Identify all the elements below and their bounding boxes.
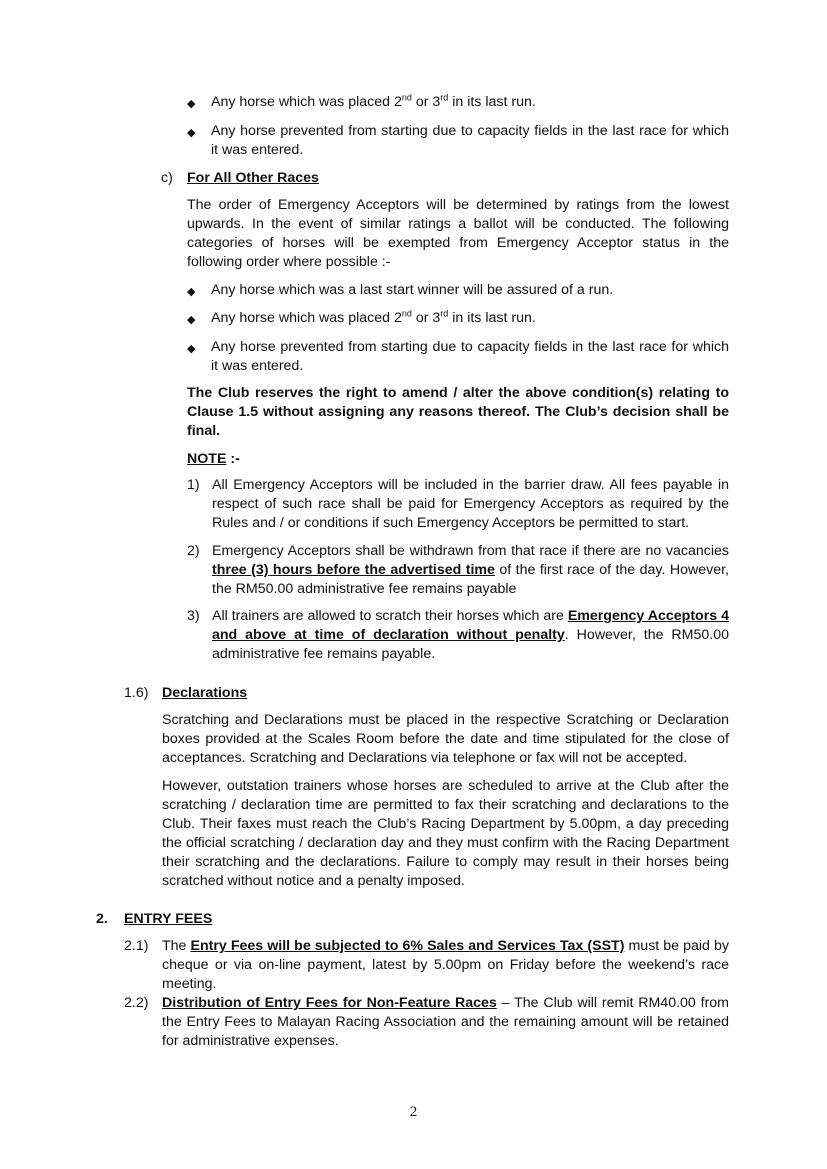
note-item: All Emergency Acceptors will be included in the barrier draw. All fees payable in respect of such race shall be paid for Emergency Acceptors as required by the Rules and / or conditions if such Emergency Acceptors be permitted to start. bbox=[212, 477, 729, 531]
note-heading: NOTE :- bbox=[187, 451, 240, 467]
section-heading: For All Other Races bbox=[187, 170, 319, 186]
paragraph: Scratching and Declarations must be placed in the respective Scratching or Declaration boxes provided at the Scales Room before the date and time stipulated for the close of acceptances. Scratching and Declarations via telephone or fax will not be accepted. bbox=[162, 712, 729, 766]
section-heading: Declarations bbox=[162, 685, 248, 701]
bullet-last-start-winner: Any horse which was a last start winner will be assured of a run. bbox=[211, 282, 614, 298]
bullet-diamond-icon: ◆ bbox=[187, 127, 196, 139]
bullet-diamond-icon: ◆ bbox=[187, 343, 196, 355]
bullet-placed-2nd-3rd: Any horse which was placed 2nd or 3rd in its last run. bbox=[211, 308, 536, 326]
page-number: 2 bbox=[409, 1104, 418, 1120]
section-number: 2.1) bbox=[124, 938, 149, 954]
bullet-diamond-icon: ◆ bbox=[187, 286, 196, 298]
bullet-capacity-fields: Any horse prevented from starting due to capacity fields in the last race for which it was entered. bbox=[211, 123, 729, 158]
note-number: 2) bbox=[187, 543, 200, 559]
bullet-diamond-icon: ◆ bbox=[187, 314, 196, 326]
section-number: 2. bbox=[96, 911, 108, 927]
note-number: 3) bbox=[187, 608, 200, 624]
note-item: All trainers are allowed to scratch their horses which are Emergency Acceptors 4 and above at time of declaration without penalty. However, the RM50.00 administrative fee remains payable. bbox=[212, 608, 729, 662]
clause-marker: c) bbox=[161, 170, 173, 186]
section-number: 1.6) bbox=[124, 685, 149, 701]
paragraph: Distribution of Entry Fees for Non-Feature Races – The Club will remit RM40.00 from the Entry Fees to Malayan Racing Association and the remaining amount will be retained for administrative expenses. bbox=[162, 995, 730, 1049]
note-item: Emergency Acceptors shall be withdrawn from that race if there are no vacancies three (3) hours before the advertised time of the first race of the day. However, the RM50.00 administrative fee remains payable bbox=[212, 543, 729, 597]
paragraph: However, outstation trainers whose horses are scheduled to arrive at the Club after the scratching / declaration time are permitted to fax their scratching and declarations to the Club. Their faxes must reach the Club’s Racing Department by 5.00pm, a day preceding the official scratching / declaration day and they must confirm with the Racing Department their scratching and the declarations. Failure to comply may result in their horses being scratched without notice and a penalty imposed. bbox=[162, 778, 729, 889]
paragraph: The Entry Fees will be subjected to 6% Sales and Services Tax (SST) must be paid by cheque or via on-line payment, latest by 5.00pm on Friday before the weekend’s race meeting. bbox=[162, 938, 729, 992]
section-heading: ENTRY FEES bbox=[124, 911, 213, 927]
paragraph: The order of Emergency Acceptors will be determined by ratings from the lowest upwards. In the event of similar ratings a ballot will be conducted. The following categories of horses will be exempted from Emergency Acceptor status in the following order where possible :- bbox=[187, 197, 729, 270]
note-number: 1) bbox=[187, 477, 200, 493]
bullet-diamond-icon: ◆ bbox=[187, 98, 196, 110]
reserve-right-statement: The Club reserves the right to amend / alter the above condition(s) relating to Clause 1.5 without assigning any reasons thereof. The Club’s decision shall be final. bbox=[187, 385, 729, 439]
bullet-placed-2nd-3rd: Any horse which was placed 2nd or 3rd in its last run. bbox=[211, 92, 536, 110]
bullet-capacity-fields: Any horse prevented from starting due to capacity fields in the last race for which it was entered. bbox=[211, 339, 729, 374]
section-number: 2.2) bbox=[124, 995, 149, 1011]
